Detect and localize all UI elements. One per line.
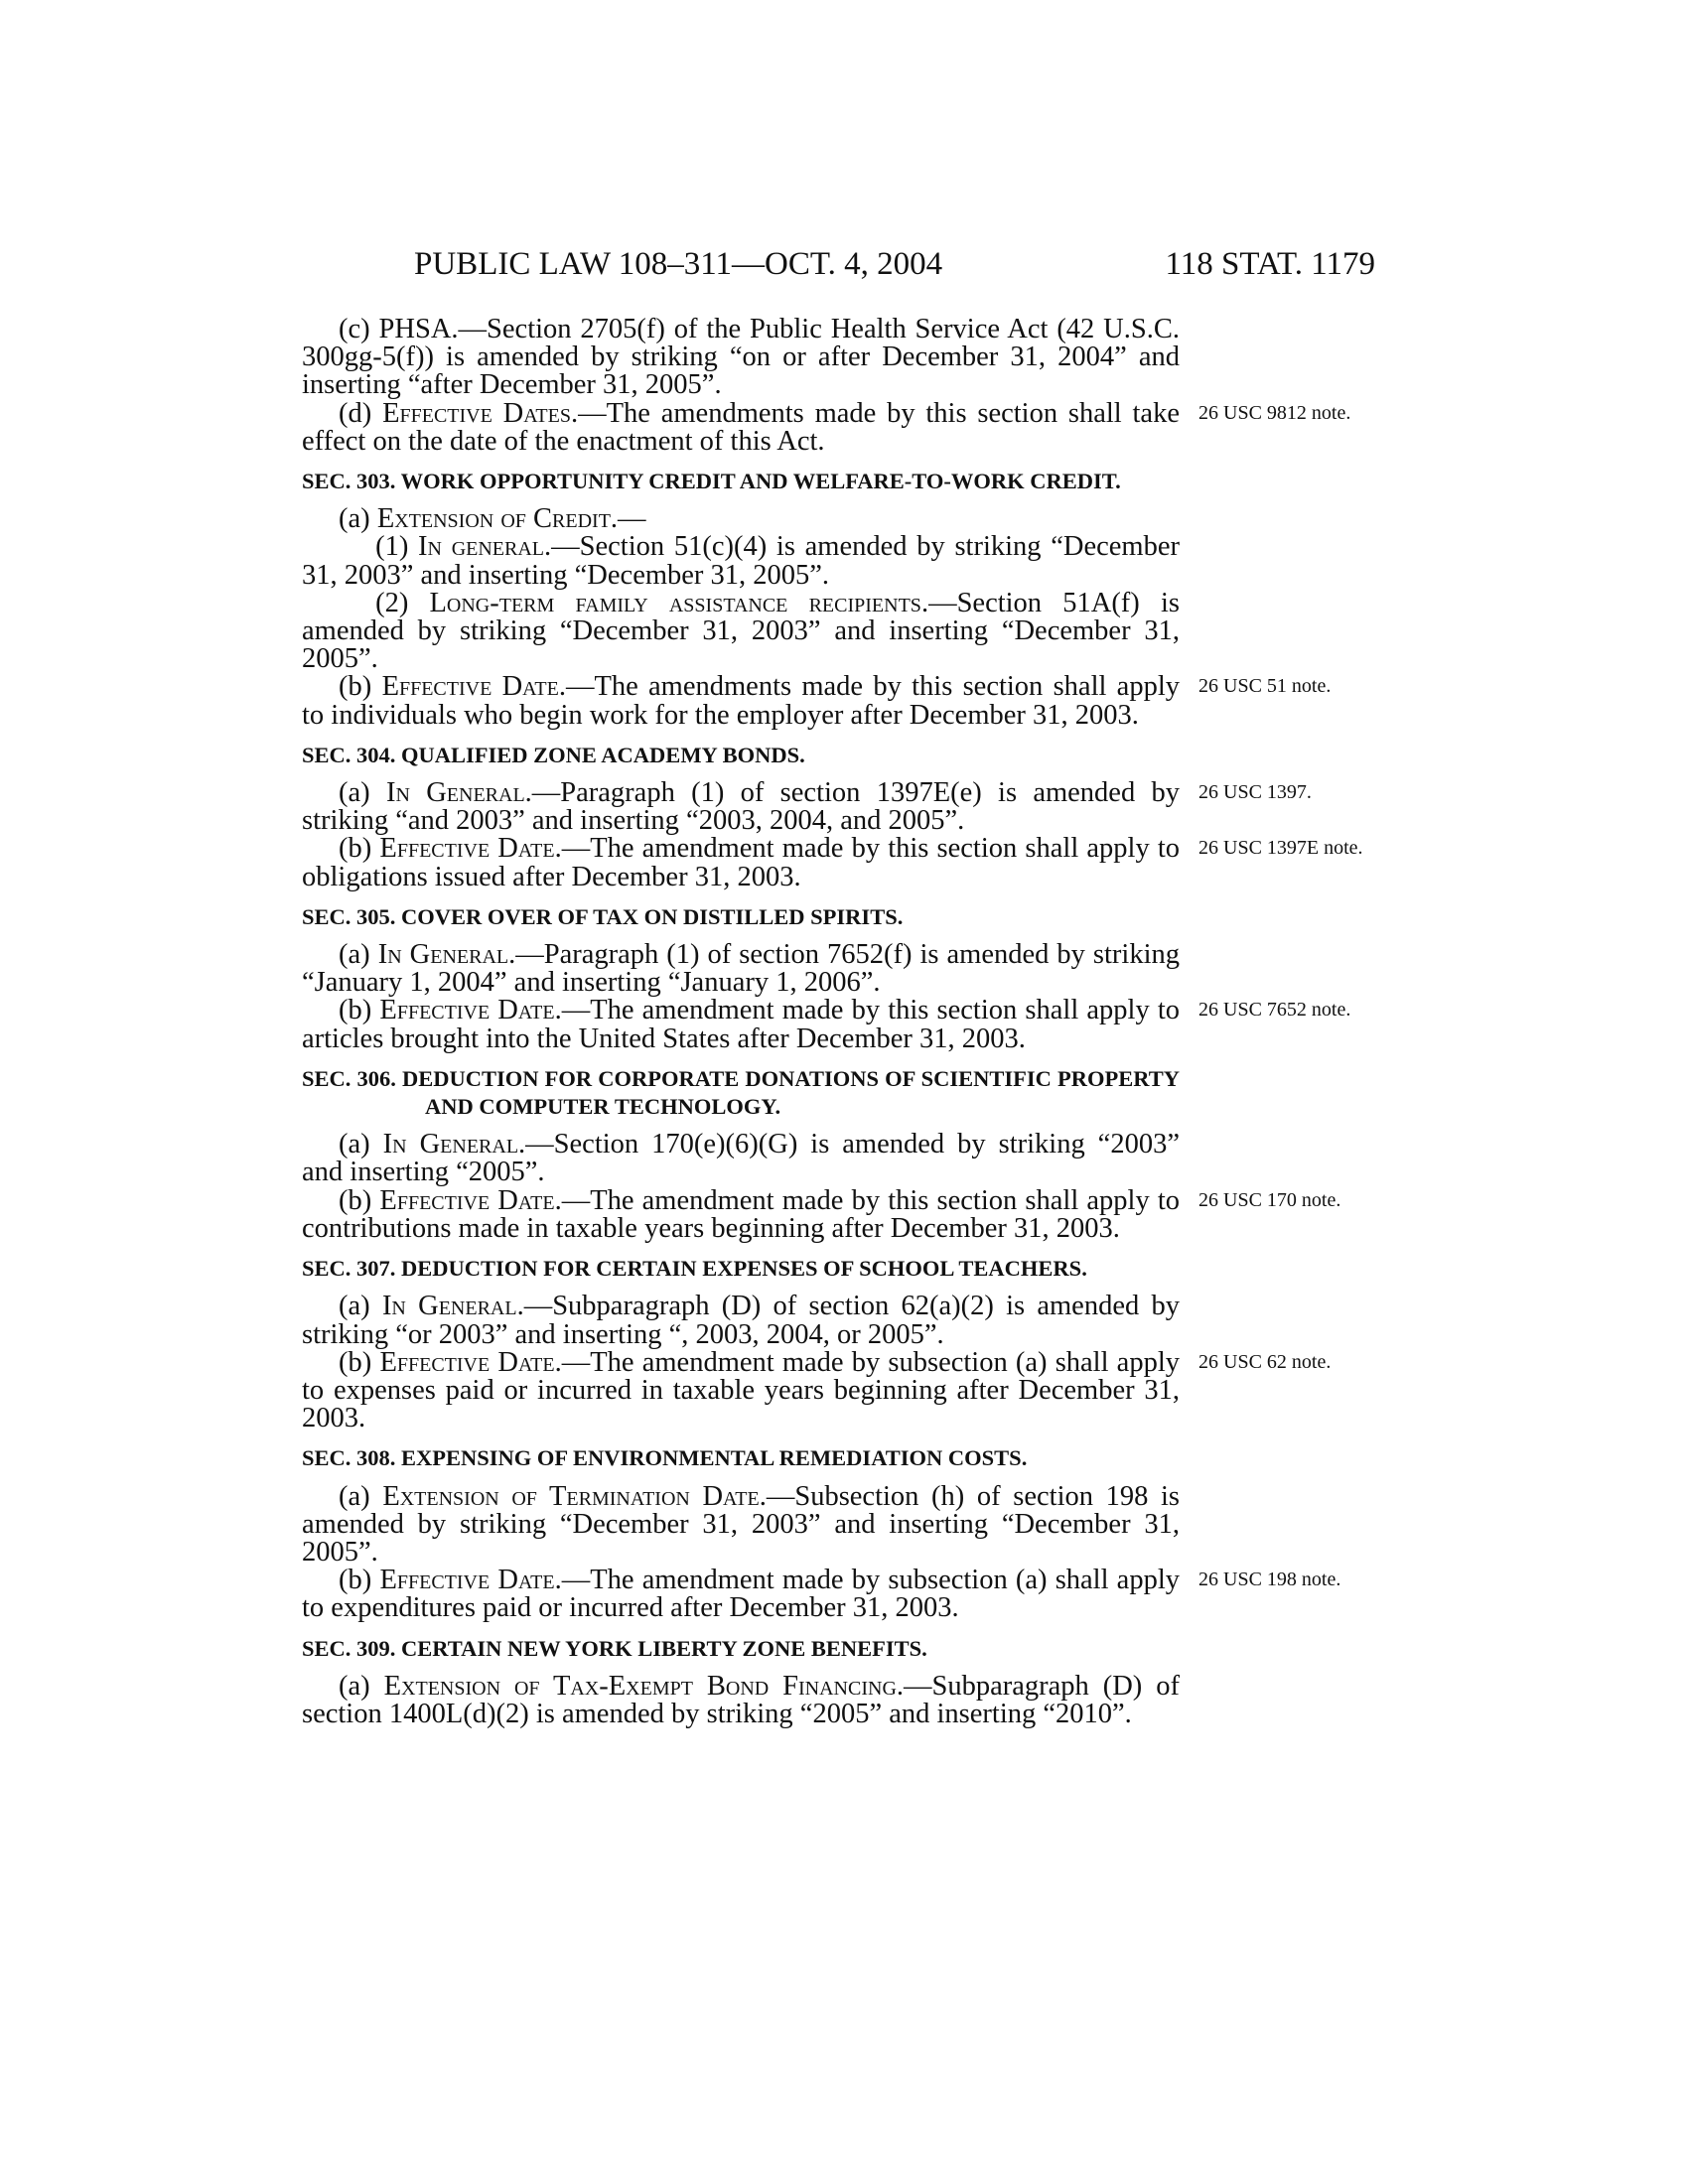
s306-b: (b) Effective Date.—The amendment made by this section shall apply to contributions made in taxable years beginning after December 31, 2003. <box>302 1184 1180 1244</box>
subsection-d-block <box>302 397 1351 457</box>
margin-note: 26 USC 1397E note. <box>1198 837 1363 860</box>
s307-b: (b) Effective Date.—The amendment made by subsection (a) shall apply to expenses paid or incurred in taxable years beginning after December 31, 2003. <box>302 1346 1181 1434</box>
section-heading-307: SEC. 307. DEDUCTION FOR CERTAIN EXPENSES OF SCHOOL TEACHERS. <box>302 1256 1087 1282</box>
section-heading-306: SEC. 306. DEDUCTION FOR CORPORATE DONATIONS OF SCIENTIFIC PROPERTY AND COMPUTER TECHNOLOGY. <box>302 1065 1180 1120</box>
running-header <box>302 246 1375 286</box>
s304-a: (a) In General.—Paragraph (1) of section 1397E(e) is amended by striking “and 2003” and inserting “2003, 2004, and 2005”. <box>302 777 1180 837</box>
s308-b-block <box>302 1565 1341 1624</box>
margin-note: 26 USC 170 note. <box>1198 1188 1341 1211</box>
s305-a: (a) In General.—Paragraph (1) of section 7652(f) is amended by striking “January 1, 2004” and inserting “January 1, 2006”. <box>302 939 1180 999</box>
page-header-stat: 118 STAT. 1179 <box>1165 246 1375 282</box>
margin-note: 26 USC 7652 note. <box>1198 999 1351 1022</box>
s305-b: (b) Effective Date.—The amendment made by this section shall apply to articles brought into the United States after December 31, 2003. <box>302 995 1180 1054</box>
margin-note: 26 USC 1397. <box>1198 781 1312 804</box>
section-heading-303: SEC. 303. WORK OPPORTUNITY CREDIT AND WELFARE-TO-WORK CREDIT. <box>302 469 1121 494</box>
section-heading-308: SEC. 308. EXPENSING OF ENVIRONMENTAL REMEDIATION COSTS. <box>302 1445 1028 1471</box>
page-header-title: PUBLIC LAW 108–311—OCT. 4, 2004 <box>414 246 943 282</box>
subsection-c-phsa: (c) PHSA.—Section 2705(f) of the Public Health Service Act (42 U.S.C. 300gg-5(f)) is amended by striking “on or after December 31, 2004” and inserting “after December 31, 2005”. <box>302 314 1180 401</box>
s304-b-block <box>302 833 1363 892</box>
s305-b-block <box>302 995 1351 1054</box>
s308-b: (b) Effective Date.—The amendment made by subsection (a) shall apply to expenditures paid or incurred after December 31, 2003. <box>302 1565 1181 1624</box>
margin-note: 26 USC 9812 note. <box>1198 401 1351 424</box>
s306-a: (a) In General.—Section 170(e)(6)(G) is amended by striking “2003” and inserting “2005”. <box>302 1129 1180 1188</box>
page-body <box>302 314 1363 1729</box>
margin-note: 26 USC 62 note. <box>1198 1350 1332 1373</box>
section-heading-309: SEC. 309. CERTAIN NEW YORK LIBERTY ZONE BENEFITS. <box>302 1635 927 1661</box>
s307-b-block <box>302 1346 1332 1434</box>
s307-a: (a) In General.—Subparagraph (D) of section 62(a)(2) is amended by striking “or 2003” and inserting “, 2003, 2004, or 2005”. <box>302 1291 1180 1350</box>
s304-b: (b) Effective Date.—The amendment made by this section shall apply to obligations issued after December 31, 2003. <box>302 833 1180 892</box>
subsection-d-effective-dates: (d) Effective Dates.—The amendments made by this section shall take effect on the date of the enactment of this Act. <box>302 397 1180 457</box>
s309-a: (a) Extension of Tax-Exempt Bond Financing.—Subparagraph (D) of section 1400L(d)(2) is amended by striking “2005” and inserting “2010”. <box>302 1670 1180 1729</box>
s303-a-2: (2) Long-term family assistance recipients.—Section 51A(f) is amended by striking “December 31, 2003” and inserting “December 31, 2005”. <box>302 587 1180 675</box>
s303-b-block <box>302 671 1332 731</box>
margin-note: 26 USC 51 note. <box>1198 675 1332 698</box>
s304-a-block <box>302 777 1312 837</box>
s306-b-block <box>302 1184 1341 1244</box>
margin-note: 26 USC 198 note. <box>1198 1569 1341 1591</box>
section-heading-304: SEC. 304. QUALIFIED ZONE ACADEMY BONDS. <box>302 742 805 767</box>
section-heading-305: SEC. 305. COVER OVER OF TAX ON DISTILLED SPIRITS. <box>302 903 904 929</box>
s303-b: (b) Effective Date.—The amendments made by this section shall apply to individuals who begin work for the employer after December 31, 2003. <box>302 671 1180 731</box>
s303-a: (a) Extension of Credit.— <box>339 503 646 535</box>
s308-a: (a) Extension of Termination Date.—Subsection (h) of section 198 is amended by striking “December 31, 2003” and inserting “December 31, 2005”. <box>302 1480 1180 1568</box>
s303-a-1: (1) In general.—Section 51(c)(4) is amended by striking “December 31, 2003” and inserting “December 31, 2005”. <box>302 531 1180 591</box>
